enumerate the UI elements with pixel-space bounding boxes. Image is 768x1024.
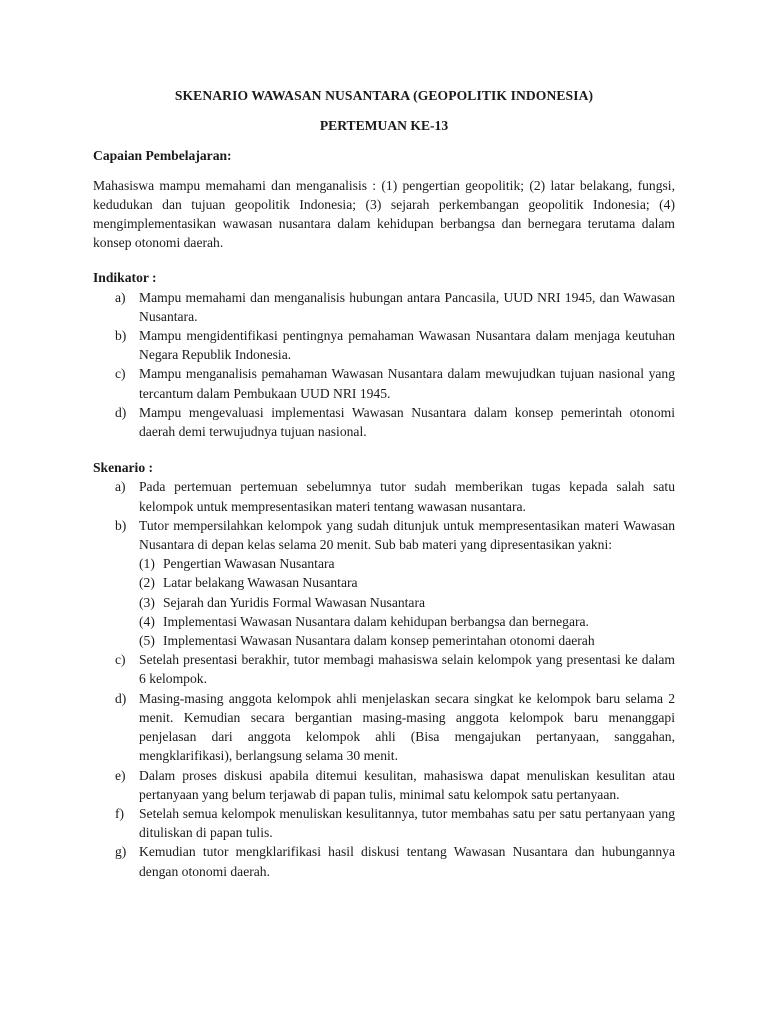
- capaian-text: Mahasiswa mampu memahami dan menganalisis : (1) pengertian geopolitik; (2) latar belakang, fungsi, kedudukan dan tujuan geopolitik Indonesia; (3) sejarah perkembangan geopolitik Indonesia; (4) mengimplementasikan wawasan nusantara dalam kehidupan berbangsa dan bernegara terutama dalam konsep otonomi daerah.: [93, 177, 675, 251]
- sublist-marker: (2): [139, 575, 155, 591]
- sublist-item-text: Latar belakang Wawasan Nusantara: [163, 575, 358, 591]
- sublist-item-text: Pengertian Wawasan Nusantara: [163, 556, 335, 572]
- list-marker: d): [115, 404, 127, 420]
- list-item: [93, 766, 675, 804]
- sublist-item-text: Implementasi Wawasan Nusantara dalam konsep pemerintahan otonomi daerah: [163, 633, 595, 649]
- sublist-item: [139, 573, 675, 592]
- list-item-text: Mampu mengidentifikasi pentingnya pemahaman Wawasan Nusantara dalam menjaga keutuhan Negara Republik Indonesia.: [139, 328, 675, 363]
- list-item-text: Mampu memahami dan menganalisis hubungan antara Pancasila, UUD NRI 1945, dan Wawasan Nusantara.: [139, 289, 675, 324]
- list-item-text: Dalam proses diskusi apabila ditemui kesulitan, mahasiswa dapat menuliskan kesulitan atau pertanyaan yang belum terjawab di papan tulis, minimal satu kelompok satu pertanyaan.: [139, 767, 675, 802]
- indikator-heading: Indikator :: [93, 270, 157, 286]
- list-marker: b): [115, 328, 127, 344]
- list-item-text: Kemudian tutor mengklarifikasi hasil diskusi tentang Wawasan Nusantara dan hubungannya dengan otonomi daerah.: [139, 844, 675, 879]
- sublist-item: [139, 612, 675, 631]
- list-marker: b): [115, 517, 127, 533]
- materi-sublist: [139, 554, 675, 650]
- list-item-text: Mampu mengevaluasi implementasi Wawasan Nusantara dalam konsep pemerintah otonomi daerah demi terwujudnya tujuan nasional.: [139, 404, 675, 440]
- list-item-text: Mampu menganalisis pemahaman Wawasan Nusantara dalam mewujudkan tujuan nasional yang tercantum dalam Pembukaan UUD NRI 1945.: [139, 366, 675, 401]
- list-item: [93, 288, 675, 326]
- sublist-marker: (1): [139, 556, 155, 572]
- list-marker: a): [115, 289, 126, 305]
- list-item: [93, 689, 675, 766]
- list-item-text: Tutor mempersilahkan kelompok yang sudah ditunjuk untuk mempresentasikan materi Wawasan Nusantara di depan kelas selama 20 menit. Sub bab materi yang dipresentasikan yakni:: [139, 517, 675, 553]
- sublist-marker: (3): [139, 594, 155, 610]
- sublist-item-text: Sejarah dan Yuridis Formal Wawasan Nusantara: [163, 594, 426, 610]
- section-spacer: [93, 441, 675, 458]
- list-item: [93, 364, 675, 402]
- list-item: [93, 326, 675, 364]
- list-marker: c): [115, 652, 126, 668]
- list-item-text: Masing-masing anggota kelompok ahli menjelaskan secara singkat ke kelompok baru selama 2 menit. Kemudian secara bergantian masing-masing anggota kelompok baru menanggapi penjelasan dari anggota kelompok ahli (Bisa mengajukan pertanyaan, sanggahan, mengklarifikasi), berlangsung selama 30 menit.: [139, 690, 675, 764]
- sublist-item: [139, 593, 675, 612]
- list-item: [93, 842, 675, 880]
- list-marker: e): [115, 767, 126, 783]
- list-marker: g): [115, 844, 127, 860]
- list-item: [93, 516, 675, 650]
- sublist-item: [139, 631, 675, 650]
- list-item: [93, 804, 675, 842]
- list-marker: a): [115, 479, 126, 495]
- list-marker: c): [115, 366, 126, 382]
- document-page: [93, 86, 675, 881]
- list-item: [93, 403, 675, 441]
- sublist-item-text: Implementasi Wawasan Nusantara dalam kehidupan berbangsa dan bernegara.: [163, 613, 589, 629]
- list-item-text: Setelah semua kelompok menuliskan kesulitannya, tutor membahas satu per satu pertanyaan yang dituliskan di papan tulis.: [139, 805, 675, 841]
- list-item: [93, 477, 675, 515]
- list-item-text: Pada pertemuan pertemuan sebelumnya tutor sudah memberikan tugas kepada salah satu kelompok untuk mempresentasikan materi tentang wawasan nusantara.: [139, 479, 675, 514]
- list-marker: d): [115, 690, 127, 706]
- indikator-list: [93, 288, 675, 442]
- list-marker: f): [115, 805, 125, 821]
- skenario-list: [93, 477, 675, 880]
- sublist-marker: (4): [139, 613, 155, 629]
- list-item-text: Setelah presentasi berakhir, tutor membagi mahasiswa selain kelompok yang presentasi ke dalam 6 kelompok.: [139, 652, 675, 687]
- list-item: [93, 650, 675, 688]
- sublist-marker: (5): [139, 633, 155, 649]
- document-title: SKENARIO WAWASAN NUSANTARA (GEOPOLITIK INDONESIA): [174, 88, 594, 103]
- capaian-heading: Capaian Pembelajaran:: [93, 148, 232, 164]
- document-subtitle: PERTEMUAN KE-13: [319, 118, 449, 134]
- sublist-item: [139, 554, 675, 573]
- skenario-heading: Skenario :: [93, 460, 154, 476]
